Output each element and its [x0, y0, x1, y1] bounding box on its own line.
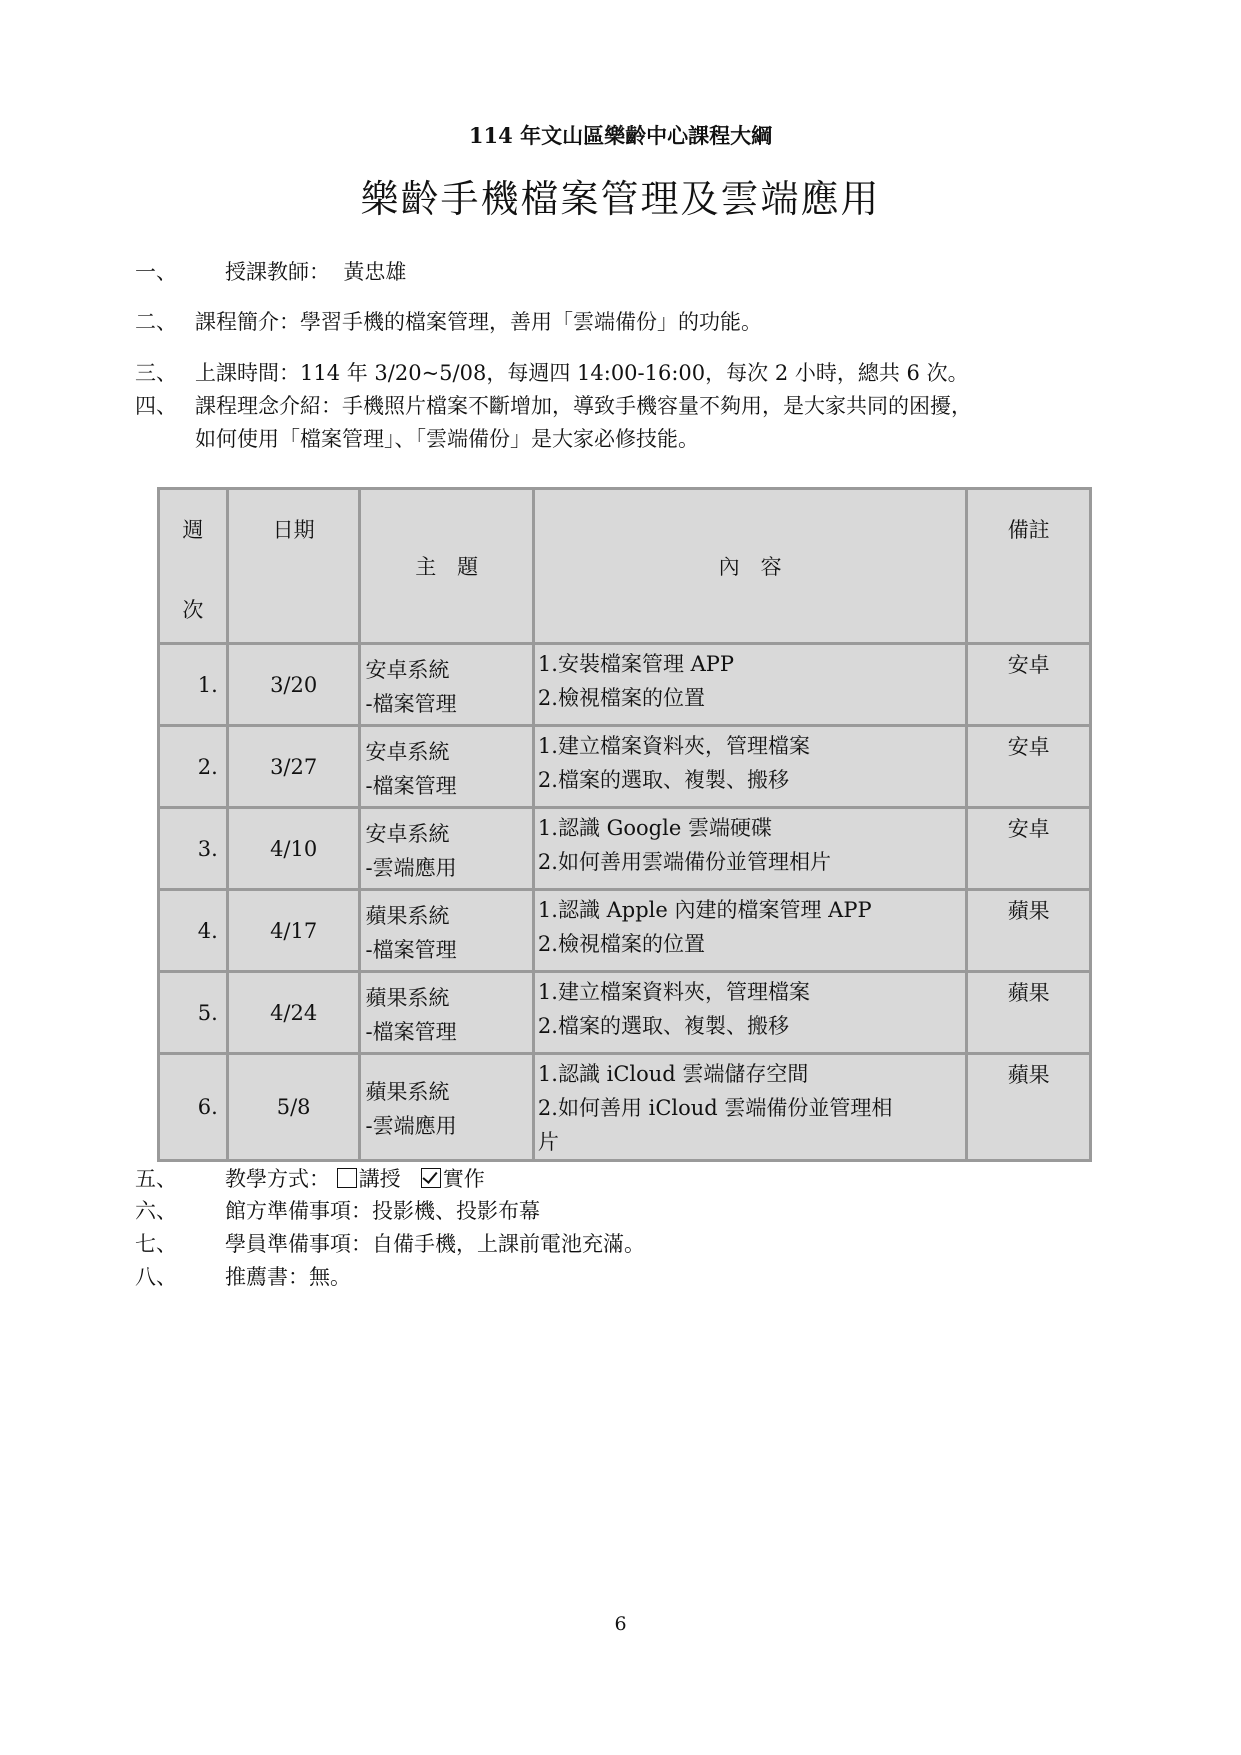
item-label: 教學方式： [225, 1167, 330, 1191]
teacher-name: 黃忠雄 [343, 260, 407, 284]
table-row [159, 644, 1091, 726]
item-philosophy-continued: 如何使用「檔案管理」、「雲端備份」是大家必修技能。 [195, 427, 699, 451]
item-number: 一、 [135, 260, 177, 284]
practice-checkbox[interactable] [421, 1168, 441, 1188]
document-subtitle: 114 年文山區樂齡中心課程大綱 [468, 123, 773, 148]
topic-line: 安卓系統 [365, 739, 450, 764]
date-cell: 4/17 [227, 890, 360, 972]
content-line: 2.檔案的選取、複製、搬移 [537, 1014, 789, 1038]
item-teacher [135, 256, 406, 286]
document-title: 樂齡手機檔案管理及雲端應用 [360, 177, 881, 221]
content-line: 1.認識 iCloud 雲端儲存空間 [537, 1062, 809, 1086]
content-line: 1.認識 Apple 內建的檔案管理 APP [537, 898, 872, 922]
item-text: 課程簡介：學習手機的檔案管理，善用「雲端備份」的功能。 [195, 310, 762, 334]
item-philosophy [135, 390, 972, 420]
item-number: 四、 [135, 394, 177, 418]
header-week-top: 週 [182, 518, 204, 542]
week-cell: 3. [159, 808, 228, 890]
item-schedule-time [135, 357, 969, 387]
item-summary [135, 306, 762, 336]
topic-cell [360, 972, 533, 1054]
item-recommended-book [135, 1261, 351, 1291]
item-number: 五、 [135, 1167, 177, 1191]
content-cell [533, 890, 966, 972]
topic-line: -檔案管理 [365, 691, 457, 716]
item-number: 七、 [135, 1232, 177, 1256]
note-cell: 安卓 [967, 644, 1091, 726]
item-text: 學員準備事項：自備手機，上課前電池充滿。 [225, 1232, 645, 1256]
header-note [967, 489, 1091, 644]
topic-line: -雲端應用 [365, 1114, 457, 1138]
content-cell [533, 726, 966, 808]
header-topic: 主 題 [360, 489, 533, 644]
content-line: 片 [537, 1130, 559, 1154]
topic-line: -雲端應用 [365, 855, 457, 880]
header-week-bottom: 次 [182, 598, 204, 622]
content-line: 2.如何善用 iCloud 雲端備份並管理相 [537, 1096, 893, 1120]
item-text: 上課時間：114 年 3/20~5/08，每週四 14:00-16:00，每次 2 小時，總共 6 次。 [195, 361, 969, 385]
content-line: 2.如何善用雲端備份並管理相片 [537, 850, 831, 874]
date-cell: 5/8 [227, 1054, 360, 1161]
table-header-row [159, 489, 1091, 644]
date-cell: 4/24 [227, 972, 360, 1054]
note-cell: 安卓 [967, 726, 1091, 808]
week-cell: 1. [159, 644, 228, 726]
topic-cell [360, 890, 533, 972]
table-row [159, 890, 1091, 972]
week-cell: 2. [159, 726, 228, 808]
content-line: 1.建立檔案資料夾，管理檔案 [537, 980, 810, 1004]
content-line: 1.認識 Google 雲端硬碟 [537, 816, 772, 840]
topic-cell [360, 726, 533, 808]
header-date [227, 489, 360, 644]
header-date-label: 日期 [272, 518, 315, 542]
topic-line: 蘋果系統 [365, 903, 450, 928]
topic-line: -檔案管理 [365, 773, 457, 798]
topic-line: 蘋果系統 [365, 985, 450, 1010]
item-number: 三、 [135, 361, 177, 385]
item-teaching-method [135, 1163, 485, 1193]
week-cell: 4. [159, 890, 228, 972]
content-line: 2.檢視檔案的位置 [537, 932, 705, 956]
item-number: 八、 [135, 1265, 177, 1289]
note-cell: 安卓 [967, 808, 1091, 890]
table-row [159, 808, 1091, 890]
topic-cell [360, 644, 533, 726]
topic-line: 蘋果系統 [365, 1080, 450, 1104]
content-line: 1.建立檔案資料夾，管理檔案 [537, 734, 810, 758]
lecture-label: 講授 [358, 1167, 401, 1191]
content-line: 2.檔案的選取、複製、搬移 [537, 768, 789, 792]
header-content: 內 容 [533, 489, 966, 644]
week-cell: 5. [159, 972, 228, 1054]
item-venue-prep [135, 1195, 540, 1225]
date-cell: 4/10 [227, 808, 360, 890]
item-text: 課程理念介紹：手機照片檔案不斷增加，導致手機容量不夠用，是大家共同的困擾， [195, 394, 972, 418]
item-student-prep [135, 1228, 645, 1258]
date-cell: 3/20 [227, 644, 360, 726]
practice-label: 實作 [442, 1167, 485, 1191]
table-row [159, 1054, 1091, 1161]
content-line: 2.檢視檔案的位置 [537, 686, 705, 710]
topic-line: 安卓系統 [365, 657, 450, 682]
topic-line: -檔案管理 [365, 937, 457, 962]
course-schedule-table [157, 487, 1092, 1162]
note-cell: 蘋果 [967, 1054, 1091, 1161]
topic-line: -檔案管理 [365, 1019, 457, 1044]
note-cell: 蘋果 [967, 890, 1091, 972]
week-cell: 6. [159, 1054, 228, 1161]
item-number: 二、 [135, 310, 177, 334]
table-row [159, 726, 1091, 808]
topic-cell [360, 808, 533, 890]
topic-line: 安卓系統 [365, 821, 450, 846]
content-cell [533, 972, 966, 1054]
content-cell [533, 644, 966, 726]
note-cell: 蘋果 [967, 972, 1091, 1054]
item-text: 推薦書：無。 [225, 1265, 351, 1289]
item-number: 六、 [135, 1199, 177, 1223]
content-line: 1.安裝檔案管理 APP [537, 652, 735, 676]
header-week [159, 489, 228, 644]
date-cell: 3/27 [227, 726, 360, 808]
content-cell [533, 1054, 966, 1161]
lecture-checkbox[interactable] [337, 1168, 357, 1188]
content-cell [533, 808, 966, 890]
topic-cell [360, 1054, 533, 1161]
table-row [159, 972, 1091, 1054]
header-note-label: 備註 [1007, 518, 1050, 542]
page-number: 6 [614, 1613, 627, 1635]
item-text: 館方準備事項：投影機、投影布幕 [225, 1199, 540, 1223]
item-label: 授課教師： [225, 260, 330, 284]
